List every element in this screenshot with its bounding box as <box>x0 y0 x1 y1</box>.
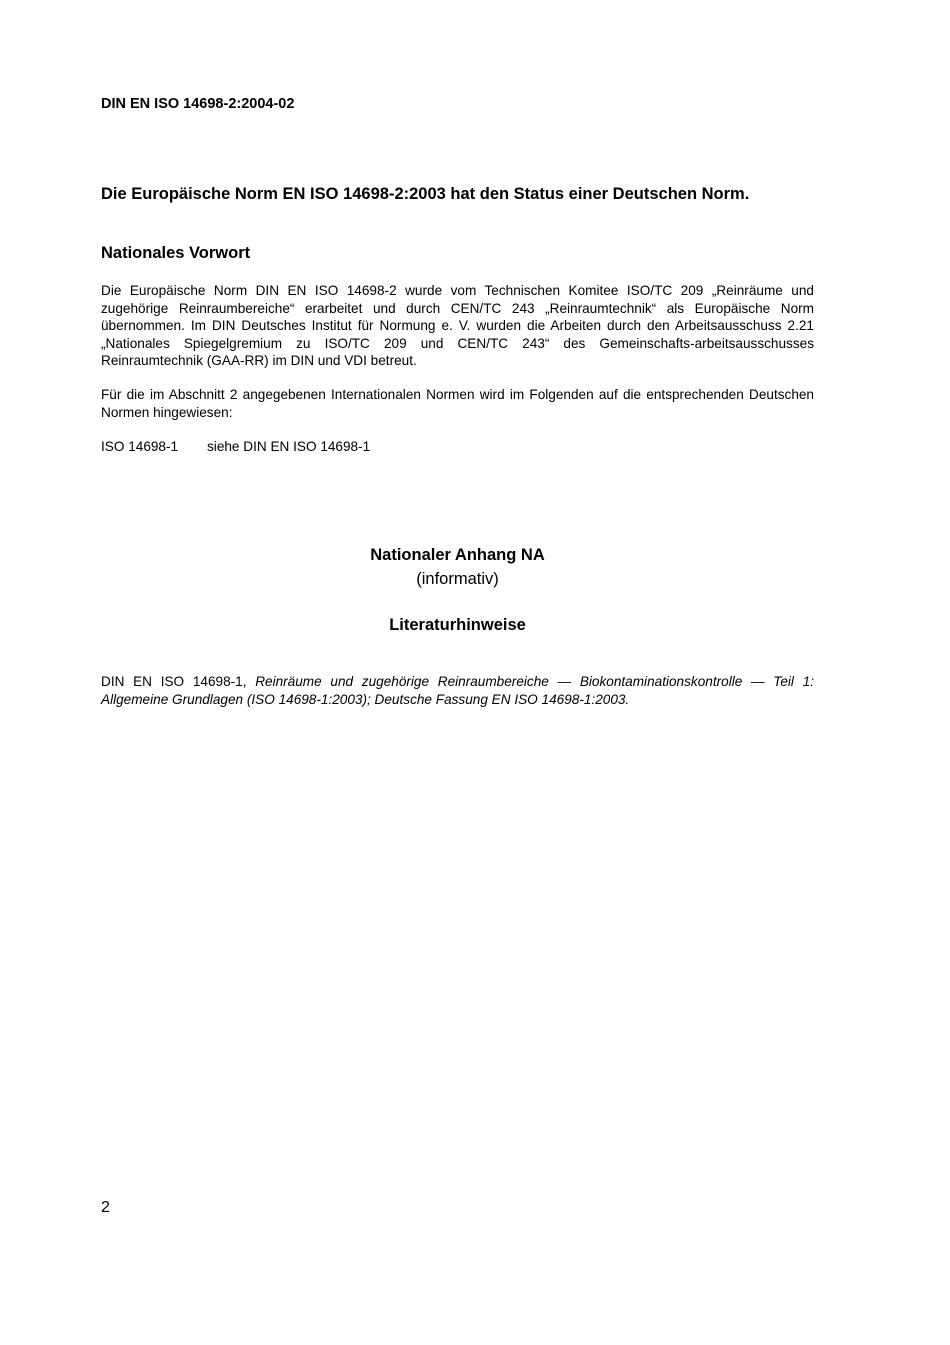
reference-see: siehe DIN EN ISO 14698-1 <box>207 439 371 454</box>
status-statement: Die Europäische Norm EN ISO 14698-2:2003 hat den Status einer Deutschen Norm. <box>101 185 750 203</box>
national-annex-title: Nationaler Anhang NA <box>370 546 545 564</box>
standard-reference-row <box>101 438 370 456</box>
bibliography-entry-title: Reinräume und zugehörige Reinraumbereiche — Biokontaminationskontrolle — Teil 1: Allgemeine Grundlagen (ISO 14698-1:2003); Deutsche Fassung EN ISO 14698-1:2003. <box>101 674 814 707</box>
bibliography-entry-number: DIN EN ISO 14698-1, <box>101 674 256 689</box>
foreword-paragraph-1: Die Europäische Norm DIN EN ISO 14698-2 wurde vom Technischen Komitee ISO/TC 209 „Reinräume und zugehörige Reinraumbereiche“ erarbeitet und durch CEN/TC 243 „Reinraumtechnik“ als Europäische Norm übernommen. Im DIN Deutsches Institut für Normung e. V. wurden die Arbeiten durch den Arbeitsausschuss 2.21 „Nationales Spiegelgremium zu ISO/TC 209 und CEN/TC 243“ des Gemeinschafts-arbeitsausschusses Reinraumtechnik (GAA-RR) im DIN und VDI betreut. <box>101 283 814 368</box>
bibliography-title: Literaturhinweise <box>389 616 526 634</box>
national-foreword-title: Nationales Vorwort <box>101 244 251 262</box>
reference-code: ISO 14698-1 <box>101 439 179 454</box>
page-number: 2 <box>101 1199 110 1216</box>
national-annex-subtitle: (informativ) <box>416 570 499 588</box>
foreword-paragraph-2: Für die im Abschnitt 2 angegebenen Internationalen Normen wird im Folgenden auf die entsprechenden Deutschen Normen hingewiesen: <box>101 387 814 420</box>
document-id-header: DIN EN ISO 14698-2:2004-02 <box>101 96 295 112</box>
bibliography-entry <box>101 673 814 708</box>
